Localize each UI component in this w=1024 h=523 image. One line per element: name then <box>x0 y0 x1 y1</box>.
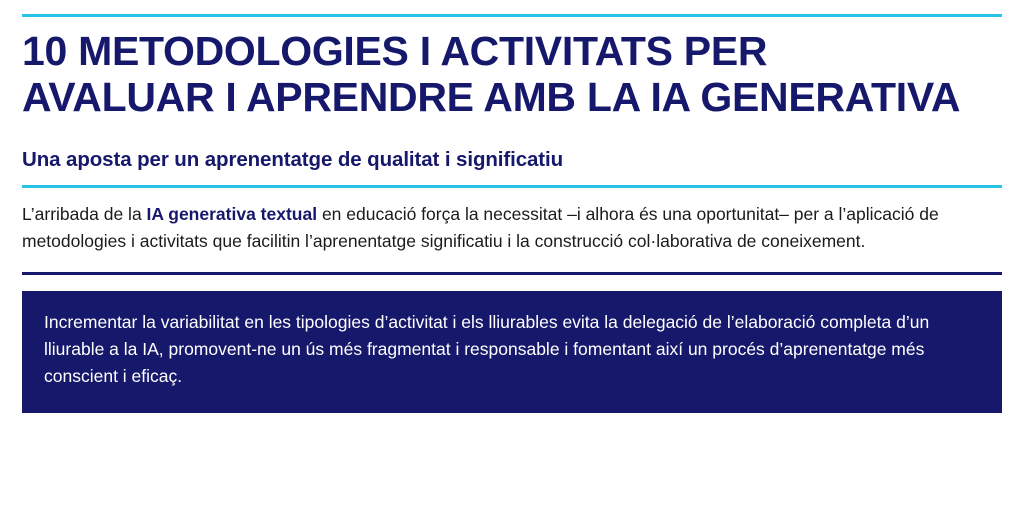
subtitle-divider-cyan <box>22 185 1002 188</box>
callout-box: Incrementar la variabilitat en les tipologies d’activitat i els lliurables evita la delegació de l’elaboració completa d’un lliurable a la IA, promovent-ne un ús més fragmentat i responsable i fomentant així un procés d’aprenentatge més conscient i eficaç. <box>22 291 1002 413</box>
intro-paragraph <box>22 201 1002 254</box>
page-title-line-1: 10 METODOLOGIES I ACTIVITATS PER <box>22 28 768 74</box>
intro-text-before-bold: L’arribada de la <box>22 204 147 225</box>
intro-text-after-bold: en educació força la necessitat –i alhora és una oportunitat– per a l’aplicació de metodologies i activitats que facilitin l’aprenentatge significatiu i la construcció col·laborativa de coneixement. <box>22 204 939 251</box>
top-divider-cyan <box>22 14 1002 17</box>
page-title-line-2: AVALUAR I APRENDRE AMB LA IA GENERATIVA <box>22 73 961 120</box>
page-title <box>22 29 1002 121</box>
intro-text-highlight: IA generativa textual <box>146 204 318 225</box>
document-page <box>0 14 1024 523</box>
callout-divider-navy <box>22 272 1002 275</box>
page-subtitle: Una aposta per un aprenentatge de qualitat i significatiu <box>22 148 564 172</box>
